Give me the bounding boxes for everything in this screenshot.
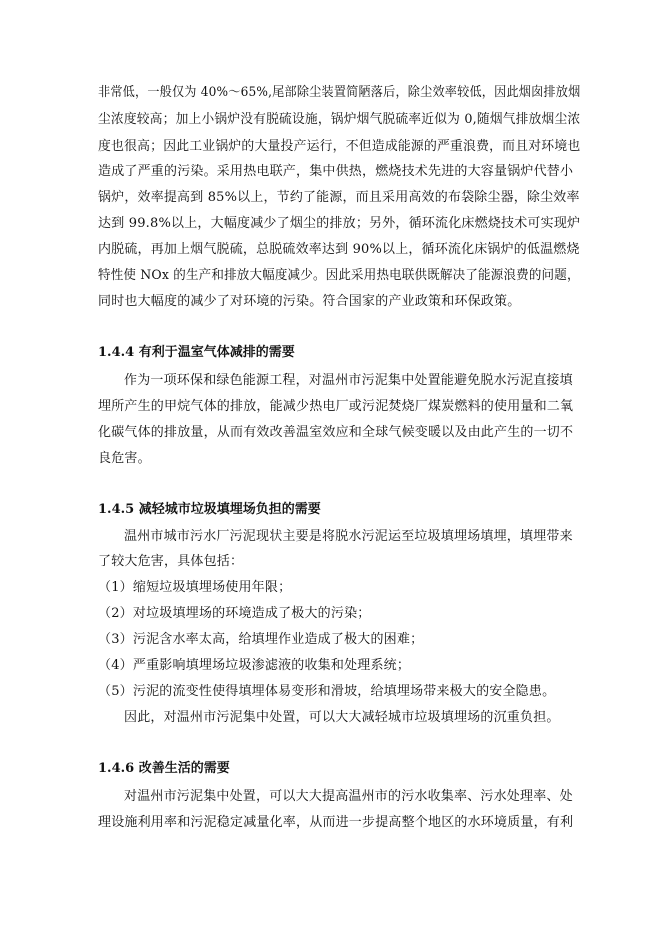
list-item: （3）污泥含水率太高，给填埋作业造成了极大的困难；: [98, 632, 424, 647]
paragraph-line: 温州市城市污水厂污泥现状主要是将脱水污泥运至垃圾填埋场填埋，填埋带来: [124, 529, 573, 544]
list-item: （5）污泥的流变性使得填埋体易变形和滑坡，给填埋场带来极大的安全隐患。: [98, 684, 556, 699]
paragraph-line: 造成了严重的污染。采用热电联产，集中供热，燃烧技术先进的大容量锅炉代替小: [98, 164, 574, 179]
paragraph-line: 非常低，一般仅为 40%～65%,尾部除尘装置简陋落后，除尘效率较低，因此烟囱排放烟: [98, 85, 581, 100]
paragraph-line: 化碳气体的排放量，从而有效改善温室效应和全球气候变暖以及由此产生的一切不: [98, 425, 574, 440]
list-item: （1）缩短垃圾填埋场使用年限；: [98, 580, 292, 595]
section-heading: 1.4.6 改善生活的需要: [98, 761, 230, 776]
paragraph-line: 了较大危害，具体包括：: [98, 554, 244, 569]
paragraph-line: 理设施利用率和污泥稳定减量化率，从而进一步提高整个地区的水环境质量，有利: [98, 815, 574, 830]
paragraph-line: 尘浓度较高；加上小锅炉没有脱硫设施，锅炉烟气脱硫率近似为 0,随烟气排放烟尘浓: [98, 112, 581, 127]
list-item: （4）严重影响填埋场垃圾渗滤液的收集和处理系统；: [98, 658, 411, 673]
paragraph-line: 度也很高；因此工业锅炉的大量投产运行，不但造成能源的严重浪费，而且对环境也: [98, 139, 581, 154]
paragraph-line: 作为一项环保和绿色能源工程，对温州市污泥集中处置能避免脱水污泥直接填: [124, 373, 573, 388]
paragraph-line: 因此，对温州市污泥集中处置，可以大大减轻城市垃圾填埋场的沉重负担。: [124, 710, 560, 725]
paragraph-line: 良危害。: [98, 451, 151, 466]
section-heading: 1.4.4 有利于温室气体减排的需要: [98, 345, 295, 360]
paragraph-line: 特性使 NOx 的生产和排放大幅度减少。因此采用热电联供既解决了能源浪费的问题，: [98, 268, 580, 283]
paragraph-line: 对温州市污泥集中处置，可以大大提高温州市的污水收集率、污水处理率、处: [124, 789, 573, 804]
paragraph-line: 内脱硫，再加上烟气脱硫，总脱硫效率达到 90%以上，循环流化床锅炉的低温燃烧: [98, 242, 580, 257]
list-item: （2）对垃圾填埋场的环境造成了极大的污染；: [98, 606, 371, 621]
paragraph-line: 锅炉，效率提高到 85%以上，节约了能源，而且采用高效的布袋除尘器，除尘效率: [98, 190, 580, 205]
paragraph-line: 埋所产生的甲烷气体的排放，能减少热电厂或污泥焚烧厂煤炭燃料的使用量和二氧: [98, 399, 574, 414]
section-heading: 1.4.5 减轻城市垃圾填埋场负担的需要: [98, 502, 321, 517]
paragraph-line: 同时也大幅度的减少了对环境的污染。符合国家的产业政策和环保政策。: [98, 294, 521, 309]
paragraph-line: 达到 99.8%以上，大幅度减少了烟尘的排放；另外，循环流化床燃烧技术可实现炉: [98, 216, 581, 231]
